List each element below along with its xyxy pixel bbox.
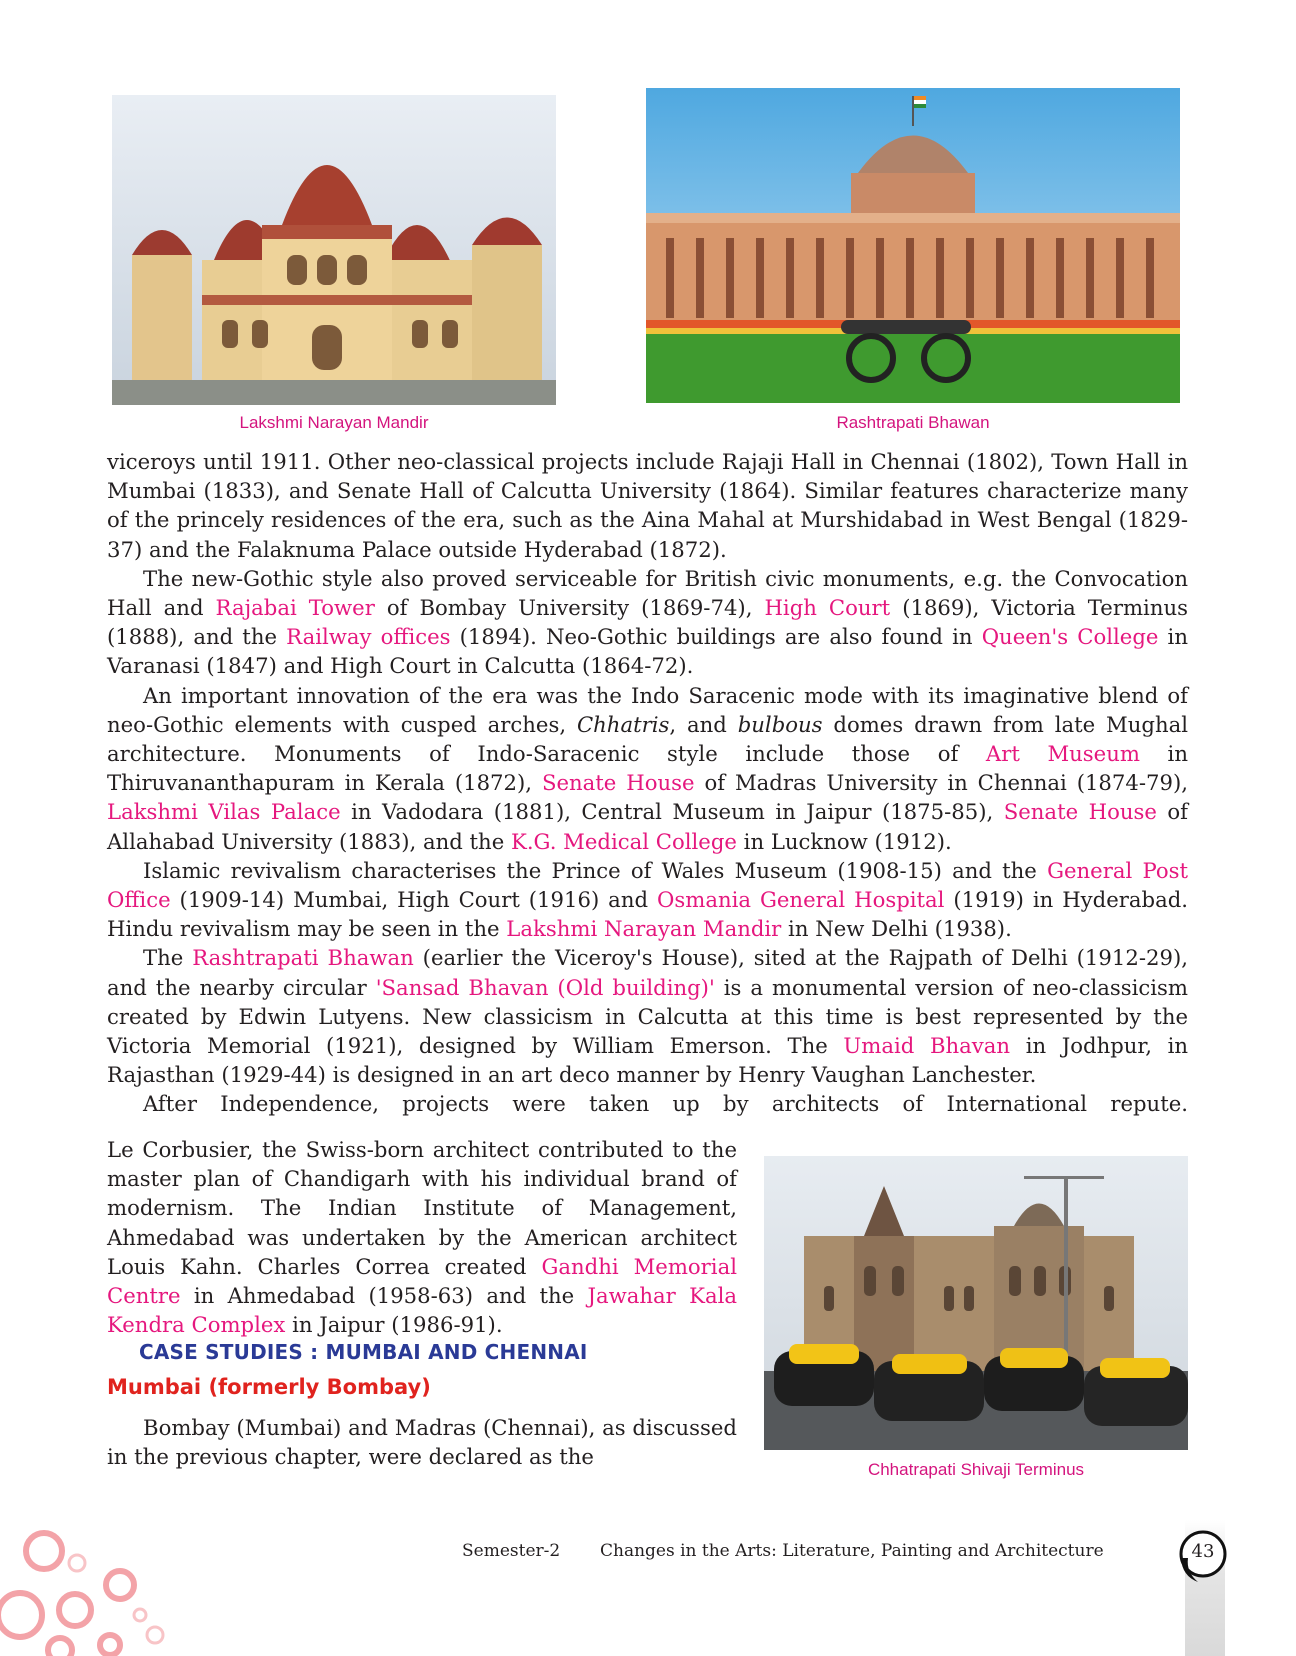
paragraph-6	[107, 1089, 1188, 1118]
text-run: An important innovation of the era was the Indo Saracenic mode with its imaginative blend of neo-Gothic elements with cusped arches,	[107, 682, 1188, 737]
text-run: After Independence, projects were taken up by architects of International repute.	[143, 1091, 1188, 1117]
text-run: of Allahabad University (1883), and the	[107, 799, 1188, 854]
rashtrapati-bhawan-photo	[646, 88, 1180, 403]
text-run: in Varanasi (1847) and High Court in Calcutta (1864-72).	[107, 624, 1188, 679]
italic-bulbous: bulbous	[737, 711, 823, 737]
paragraph-8	[107, 1413, 737, 1471]
text-run: in Vadodara (1881), Central Museum in Jaipur (1875-85),	[340, 799, 1004, 825]
text-run: in Lucknow (1912).	[736, 828, 952, 854]
text-run: (1919) in Hyderabad. Hindu revivalism may be seen in the	[107, 887, 1188, 942]
highlight-rashtrapati-bhawan: Rashtrapati Bhawan	[192, 945, 414, 971]
highlight-general-post-office: General Post Office	[107, 857, 1188, 913]
text-run: in Thiruvananthapuram in Kerala (1872),	[107, 741, 1188, 796]
text-run: (1869), Victoria Terminus (1888), and the	[107, 595, 1188, 650]
highlight-osmania-general-hospital: Osmania General Hospital	[656, 887, 945, 913]
highlight-lakshmi-vilas-palace: Lakshmi Vilas Palace	[107, 799, 341, 825]
highlight-umaid-bhavan: Umaid Bhavan	[843, 1033, 1011, 1059]
decorative-circles-icon	[0, 1515, 175, 1656]
italic-chhatris: Chhatris	[576, 711, 670, 737]
main-text-full	[107, 447, 1188, 1119]
paragraph-4	[107, 856, 1188, 944]
footer-chapter: Changes in the Arts: Literature, Painting and Architecture	[600, 1541, 1104, 1561]
text-run: (1894). Neo-Gothic buildings are also found in	[450, 624, 982, 650]
mumbai-heading: Mumbai (formerly Bombay)	[107, 1375, 431, 1399]
highlight-kg-medical-college: K.G. Medical College	[510, 828, 737, 854]
page-number: 43	[1191, 1541, 1215, 1562]
text-run: in New Delhi (1938).	[781, 916, 1012, 942]
text-run: The	[143, 945, 193, 971]
highlight-lakshmi-narayan-mandir: Lakshmi Narayan Mandir	[506, 916, 782, 942]
text-run: Le Corbusier, the Swiss-born architect contributed to the master plan of Chandigarh with his individual brand of modernism. The Indian Institute of Management, Ahmedabad was undertaken by the American architect Louis Kahn. Charles Correa created	[107, 1137, 737, 1279]
highlight-gandhi-memorial-centre: Gandhi Memorial Centre	[107, 1253, 737, 1309]
highlight-sansad-bhavan: 'Sansad Bhavan (Old building)'	[375, 974, 715, 1000]
text-run: in Ahmedabad (1958-63) and the	[180, 1283, 588, 1309]
highlight-senate-house-allahabad: Senate House	[1003, 799, 1157, 825]
paragraph-1	[107, 447, 1188, 564]
highlight-railway-offices: Railway offices	[286, 624, 451, 650]
rashtrapati-bhawan-caption: Rashtrapati Bhawan	[836, 413, 990, 432]
highlight-art-museum: Art Museum	[985, 741, 1140, 767]
text-run: (1909-14) Mumbai, High Court (1916) and	[170, 887, 657, 913]
main-text-narrow-2	[107, 1413, 737, 1471]
case-studies-heading: CASE STUDIES : MUMBAI AND CHENNAI	[139, 1340, 588, 1364]
highlight-queens-college: Queen's College	[981, 624, 1159, 650]
text-run: (earlier the Viceroy's House), sited at the Rajpath of Delhi (1912-29), and the nearby circular	[107, 945, 1188, 1000]
text-run: is a monumental version of neo-classicism created by Edwin Lutyens. New classicism in Calcutta at this time is best represented by the Victoria Memorial (1921), designed by William Emerson. The	[107, 974, 1188, 1059]
paragraph-5	[107, 943, 1188, 1089]
text-run: of Bombay University (1869-74),	[374, 595, 765, 621]
cst-caption: Chhatrapati Shivaji Terminus	[867, 1460, 1085, 1479]
text-run: Islamic revivalism characterises the Prince of Wales Museum (1908-15) and the	[143, 857, 1048, 883]
text-run: viceroys until 1911. Other neo-classical projects include Rajaji Hall in Chennai (1802), Town Hall in Mumbai (1833), and Senate Hall of Calcutta University (1864). Similar features characterize many of the princely residences of the era, such as the Aina Mahal at Murshidabad in West Bengal (1829-37) and the Falaknuma Palace outside Hyderabad (1872).	[107, 449, 1188, 562]
highlight-high-court: High Court	[764, 595, 891, 621]
footer-semester: Semester-2	[462, 1541, 561, 1561]
paragraph-7	[107, 1135, 737, 1339]
paragraph-2	[107, 564, 1188, 681]
chhatrapati-shivaji-terminus-photo	[764, 1156, 1188, 1450]
paragraph-3	[107, 681, 1188, 856]
text-run: in Jodhpur, in Rajasthan (1929-44) is designed in an art deco manner by Henry Vaughan Lanchester.	[107, 1033, 1189, 1088]
main-text-narrow	[107, 1135, 737, 1339]
highlight-rajabai-tower: Rajabai Tower	[215, 595, 375, 621]
text-run: in Jaipur (1986-91).	[285, 1312, 503, 1338]
text-run: of Madras University in Chennai (1874-79),	[694, 770, 1188, 796]
lakshmi-narayan-mandir-photo	[112, 95, 556, 405]
highlight-jawahar-kala-kendra: Jawahar Kala Kendra Complex	[107, 1283, 737, 1338]
text-run: The new-Gothic style also proved serviceable for British civic monuments, e.g. the Convocation Hall and	[107, 565, 1188, 621]
highlight-senate-house-madras: Senate House	[541, 770, 695, 796]
text-run: Bombay (Mumbai) and Madras (Chennai), as discussed in the previous chapter, were declared as the	[107, 1415, 737, 1470]
text-run: domes drawn from late Mughal architecture. Monuments of Indo-Saracenic style include those of	[107, 711, 1188, 767]
text-run: , and	[669, 711, 738, 737]
lakshmi-narayan-mandir-caption: Lakshmi Narayan Mandir	[239, 413, 429, 432]
